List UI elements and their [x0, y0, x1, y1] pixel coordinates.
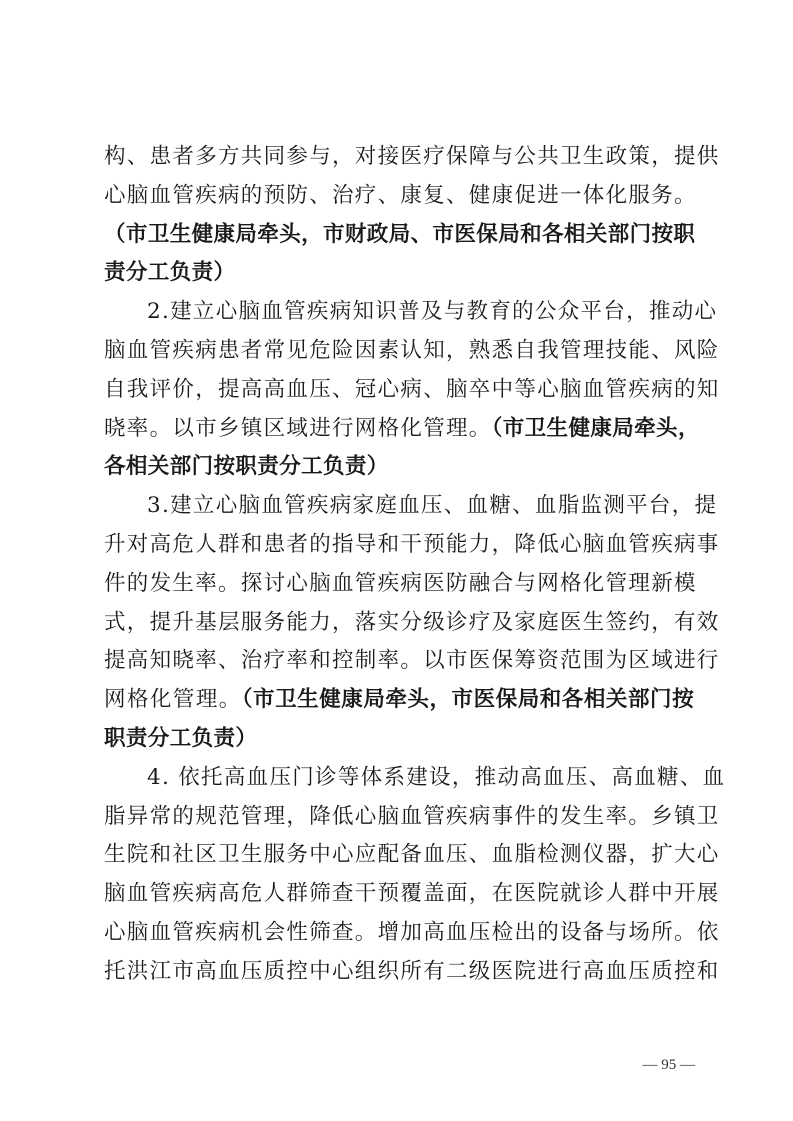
paragraph-4-line-3 — [104, 836, 720, 875]
paragraph-4-line-6 — [104, 953, 720, 992]
text-segment: 心脑血管疾病的预防、治疗、康复、健康促进一体化服务。 — [104, 182, 697, 208]
text-segment: 4. 依托高血压门诊等体系建设，推动高血压、高血糖、血 — [147, 764, 726, 790]
paragraph-1-line-3 — [104, 216, 694, 255]
text-segment: 2.建立心脑血管疾病知识普及与教育的公众平台，推动心 — [147, 299, 718, 325]
text-segment: 3.建立心脑血管疾病家庭血压、血糖、血脂监测平台，提 — [147, 493, 718, 519]
paragraph-3-line-3 — [104, 565, 697, 604]
paragraph-2-line-2 — [104, 332, 720, 371]
responsibility-note: （市卫生健康局牵头，市财政局、市医保局和各相关部门按职 — [104, 221, 696, 247]
paragraph-3-line-2 — [104, 526, 720, 565]
text-segment: 网格化管理。 — [104, 687, 242, 713]
text-segment: 升对高危人群和患者的指导和干预能力，降低心脑血管疾病事 — [104, 531, 720, 557]
text-segment: 提高知晓率、治疗率和控制率。以市医保筹资范围为区域进行 — [104, 648, 720, 674]
text-segment: 构、患者多方共同参与，对接医疗保障与公共卫生政策，提供 — [104, 144, 720, 169]
text-segment: 脑血管疾病高危人群筛查干预覆盖面，在医院就诊人群中开展 — [104, 881, 720, 907]
paragraph-4-line-2 — [104, 798, 720, 837]
paragraph-1-line-4 — [104, 254, 694, 293]
paragraph-1-line-2 — [104, 177, 697, 216]
text-segment: 脂异常的规范管理，降低心脑血管疾病事件的发生率。乡镇卫 — [104, 803, 720, 829]
text-segment: 脑血管疾病患者常见危险因素认知，熟悉自我管理技能、风险 — [104, 337, 720, 363]
text-segment: 生院和社区卫生服务中心应配备血压、血脂检测仪器，扩大心 — [104, 842, 720, 868]
responsibility-note: 职责分工负责） — [104, 725, 258, 751]
paragraph-3-line-4 — [104, 604, 720, 643]
responsibility-note: 责分工负责） — [104, 260, 236, 286]
paragraph-2-line-4 — [104, 410, 700, 449]
text-segment: 自我评价，提高高血压、冠心病、脑卒中等心脑血管疾病的知 — [104, 376, 720, 402]
paragraph-3-line-1 — [104, 487, 718, 526]
text-segment: 心脑血管疾病机会性筛查。增加高血压检出的设备与场所。依 — [104, 919, 720, 945]
responsibility-note: （市卫生健康局牵头，市医保局和各相关部门按 — [241, 687, 694, 713]
paragraph-4-line-4 — [104, 875, 720, 914]
paragraph-3-line-7 — [104, 720, 694, 759]
text-segment: 托洪江市高血压质控中心组织所有二级医院进行高血压质控和 — [104, 958, 720, 984]
paragraph-4-line-1 — [104, 759, 726, 798]
body-text — [104, 138, 726, 992]
paragraph-4-line-5 — [104, 914, 720, 953]
responsibility-note: 各相关部门按职责分工负责） — [104, 454, 389, 480]
paragraph-2-line-3 — [104, 371, 720, 410]
text-segment: 式，提升基层服务能力，落实分级诊疗及家庭医生签约，有效 — [104, 609, 720, 635]
text-segment: 件的发生率。探讨心脑血管疾病医防融合与网格化管理新模 — [104, 570, 697, 596]
responsibility-note: （市卫生健康局牵头， — [491, 415, 700, 441]
paragraph-2-line-1 — [104, 293, 718, 332]
paragraph-2-line-5 — [104, 448, 694, 487]
paragraph-1-line-1 — [104, 138, 720, 177]
paragraph-3-line-6 — [104, 681, 694, 720]
text-segment: 晓率。以市乡镇区域进行网格化管理。 — [104, 415, 492, 441]
page-number: — 95 — — [642, 1057, 695, 1073]
paragraph-3-line-5 — [104, 642, 720, 681]
